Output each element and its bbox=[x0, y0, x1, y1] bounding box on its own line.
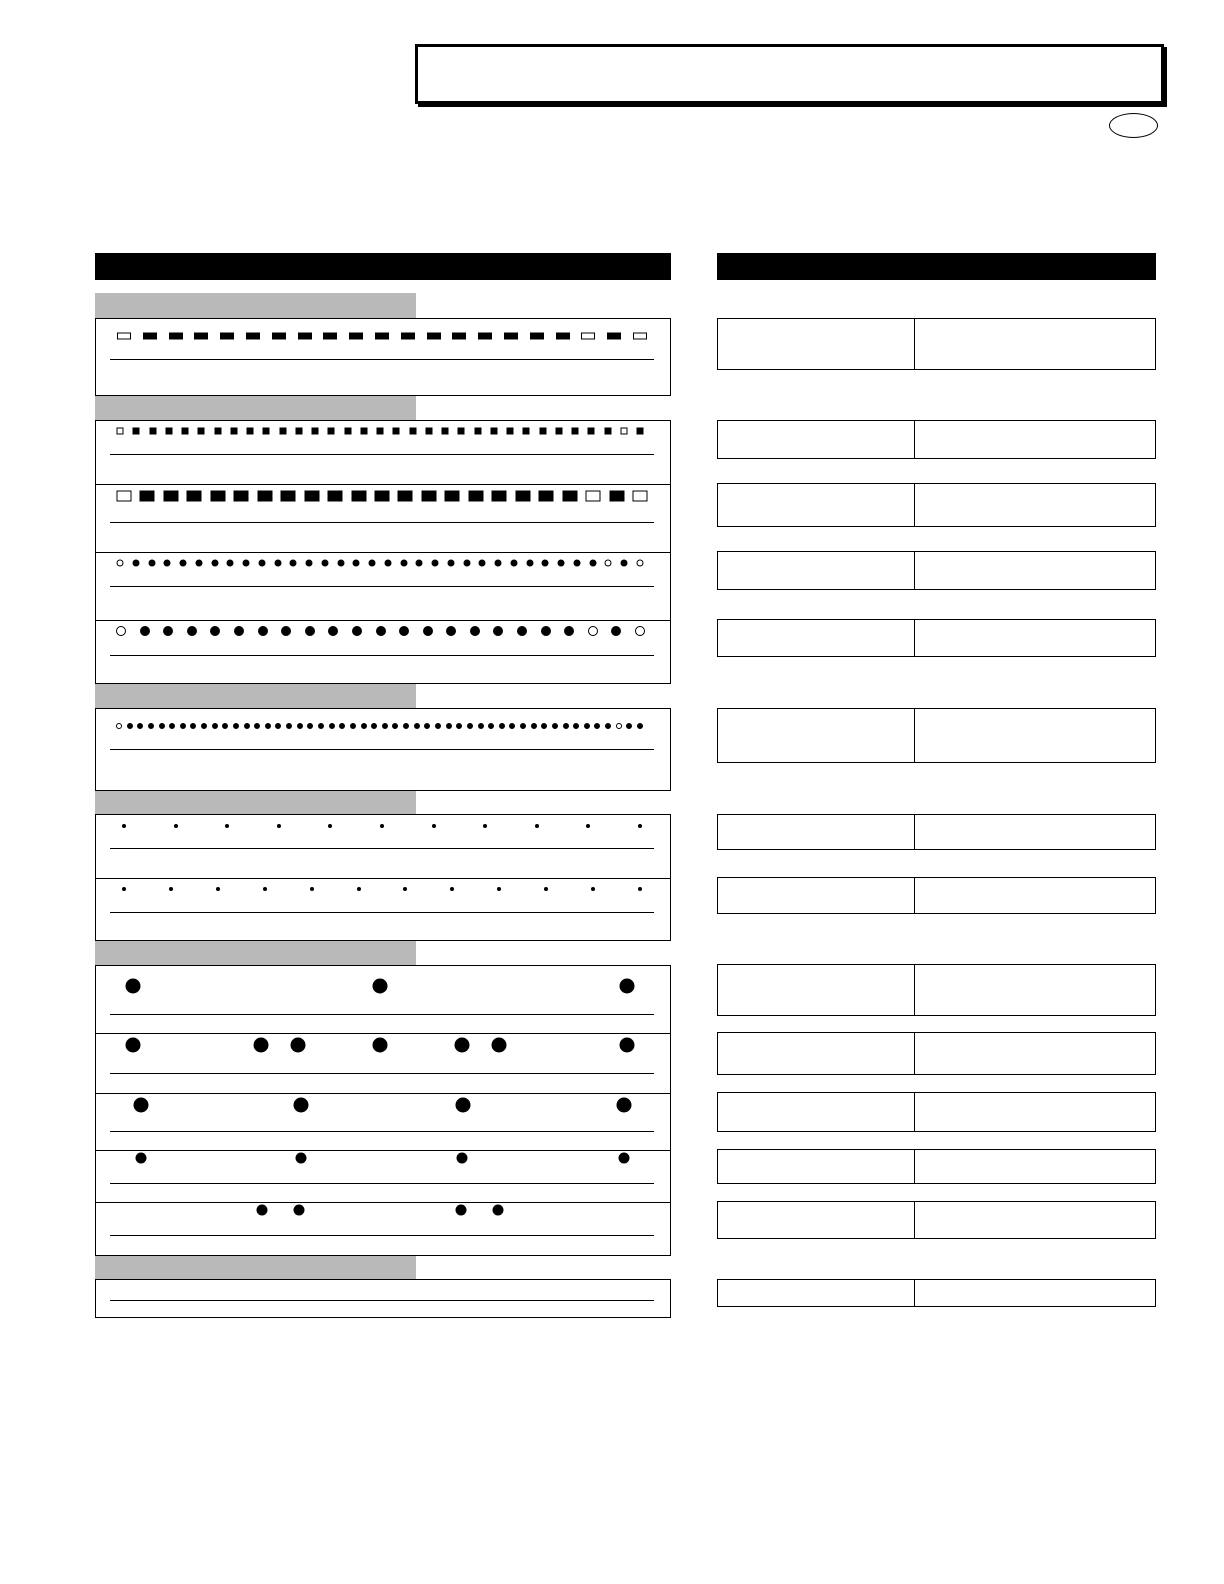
dot-marker bbox=[531, 723, 537, 729]
group-panel bbox=[95, 965, 671, 1256]
square-marker bbox=[328, 491, 343, 502]
dot-marker bbox=[605, 560, 612, 567]
square-marker bbox=[530, 333, 544, 340]
dot-marker bbox=[126, 979, 141, 994]
square-marker bbox=[304, 491, 319, 502]
row-separator bbox=[96, 1093, 670, 1094]
dot-marker bbox=[258, 626, 268, 636]
dot-marker bbox=[499, 723, 505, 729]
dot-marker bbox=[564, 626, 574, 636]
group-tab bbox=[95, 1256, 416, 1279]
square-marker bbox=[328, 428, 335, 435]
square-marker bbox=[377, 428, 384, 435]
square-marker bbox=[588, 428, 595, 435]
dot-marker bbox=[216, 887, 220, 891]
value-box[interactable] bbox=[717, 619, 1156, 657]
dot-marker bbox=[291, 1038, 306, 1053]
group-tab bbox=[95, 293, 416, 318]
row-separator bbox=[96, 1150, 670, 1151]
dot-marker bbox=[638, 887, 642, 891]
dot-marker bbox=[558, 560, 565, 567]
dot-marker bbox=[122, 824, 126, 828]
row-separator bbox=[96, 878, 670, 879]
dot-marker bbox=[164, 560, 171, 567]
dot-marker bbox=[637, 560, 644, 567]
square-marker bbox=[539, 491, 554, 502]
dot-marker bbox=[403, 723, 409, 729]
square-marker bbox=[556, 333, 570, 340]
dot-marker bbox=[227, 560, 234, 567]
dot-marker bbox=[263, 887, 267, 891]
dot-marker bbox=[318, 723, 324, 729]
row-separator bbox=[96, 1033, 670, 1034]
dot-marker bbox=[233, 723, 239, 729]
square-marker bbox=[492, 491, 507, 502]
dot-marker bbox=[275, 723, 281, 729]
dot-marker bbox=[337, 560, 344, 567]
square-marker bbox=[633, 491, 648, 502]
dot-marker bbox=[432, 824, 436, 828]
dot-marker bbox=[210, 626, 220, 636]
dot-marker bbox=[243, 560, 250, 567]
dot-marker bbox=[535, 824, 539, 828]
dot-marker bbox=[307, 723, 313, 729]
dot-marker bbox=[619, 1153, 630, 1164]
value-box[interactable] bbox=[717, 964, 1156, 1016]
dot-marker bbox=[446, 723, 452, 729]
dot-marker bbox=[380, 824, 384, 828]
square-marker bbox=[149, 428, 156, 435]
square-marker bbox=[140, 491, 155, 502]
dot-marker bbox=[328, 824, 332, 828]
dot-marker bbox=[258, 560, 265, 567]
dot-marker bbox=[479, 560, 486, 567]
square-marker bbox=[133, 428, 140, 435]
dot-marker bbox=[626, 723, 632, 729]
square-marker bbox=[163, 491, 178, 502]
dot-marker bbox=[225, 824, 229, 828]
dot-marker bbox=[297, 723, 303, 729]
dot-marker bbox=[509, 723, 515, 729]
dot-marker bbox=[353, 560, 360, 567]
dot-marker bbox=[456, 1098, 471, 1113]
square-marker bbox=[323, 333, 337, 340]
dot-marker bbox=[274, 560, 281, 567]
dot-marker bbox=[281, 626, 291, 636]
dot-marker bbox=[163, 626, 173, 636]
dot-marker bbox=[357, 887, 361, 891]
square-marker bbox=[562, 491, 577, 502]
dot-marker bbox=[126, 1038, 141, 1053]
square-marker bbox=[246, 333, 260, 340]
dot-marker bbox=[369, 560, 376, 567]
dot-marker bbox=[254, 723, 260, 729]
dot-marker bbox=[382, 723, 388, 729]
dot-marker bbox=[127, 723, 133, 729]
dot-marker bbox=[371, 723, 377, 729]
dot-marker bbox=[435, 723, 441, 729]
dot-marker bbox=[265, 723, 271, 729]
dot-marker bbox=[616, 723, 622, 729]
dot-marker bbox=[294, 1205, 305, 1216]
dot-marker bbox=[310, 887, 314, 891]
group-panel bbox=[95, 420, 671, 684]
dot-marker bbox=[195, 560, 202, 567]
square-marker bbox=[445, 491, 460, 502]
dot-marker bbox=[400, 560, 407, 567]
dot-marker bbox=[456, 723, 462, 729]
dot-marker bbox=[234, 626, 244, 636]
dot-marker bbox=[132, 560, 139, 567]
group-panel bbox=[95, 318, 671, 396]
dot-marker bbox=[134, 1098, 149, 1113]
dot-marker bbox=[148, 560, 155, 567]
row-separator bbox=[96, 1202, 670, 1203]
dot-marker bbox=[488, 723, 494, 729]
dot-marker bbox=[290, 560, 297, 567]
entry-line bbox=[110, 454, 654, 455]
square-marker bbox=[474, 428, 481, 435]
square-marker bbox=[458, 428, 465, 435]
value-box[interactable] bbox=[717, 318, 1156, 370]
dot-marker bbox=[222, 723, 228, 729]
dot-marker bbox=[589, 560, 596, 567]
title-box bbox=[415, 44, 1164, 104]
square-marker bbox=[609, 491, 624, 502]
square-marker bbox=[214, 428, 221, 435]
dot-marker bbox=[286, 723, 292, 729]
dot-marker bbox=[638, 824, 642, 828]
dot-marker bbox=[169, 723, 175, 729]
square-marker bbox=[220, 333, 234, 340]
square-marker bbox=[398, 491, 413, 502]
dot-marker bbox=[305, 626, 315, 636]
square-marker bbox=[620, 428, 627, 435]
value-box[interactable] bbox=[717, 1032, 1156, 1075]
entry-line bbox=[110, 359, 654, 360]
square-marker bbox=[344, 428, 351, 435]
square-marker bbox=[421, 491, 436, 502]
dot-marker bbox=[339, 723, 345, 729]
dot-marker bbox=[414, 723, 420, 729]
entry-line bbox=[110, 1131, 654, 1132]
dot-marker bbox=[621, 560, 628, 567]
dot-marker bbox=[277, 824, 281, 828]
square-marker bbox=[375, 333, 389, 340]
entry-line bbox=[110, 586, 654, 587]
dot-marker bbox=[611, 626, 621, 636]
square-marker bbox=[555, 428, 562, 435]
entry-line bbox=[110, 848, 654, 849]
dot-marker bbox=[254, 1038, 269, 1053]
dot-marker bbox=[520, 723, 526, 729]
dot-marker bbox=[586, 824, 590, 828]
left-column-header bbox=[95, 253, 671, 280]
square-marker bbox=[375, 491, 390, 502]
dot-marker bbox=[399, 626, 409, 636]
square-marker bbox=[194, 333, 208, 340]
dot-marker bbox=[122, 887, 126, 891]
dot-marker bbox=[190, 723, 196, 729]
dot-marker bbox=[187, 626, 197, 636]
dot-marker bbox=[497, 887, 501, 891]
dot-marker bbox=[373, 1038, 388, 1053]
dot-marker bbox=[392, 723, 398, 729]
square-marker bbox=[468, 491, 483, 502]
group-tab bbox=[95, 396, 416, 420]
dot-marker bbox=[373, 979, 388, 994]
dot-marker bbox=[296, 1153, 307, 1164]
dot-marker bbox=[403, 887, 407, 891]
square-marker bbox=[257, 491, 272, 502]
value-box[interactable] bbox=[717, 708, 1156, 763]
square-marker bbox=[198, 428, 205, 435]
square-marker bbox=[230, 428, 237, 435]
dot-marker bbox=[361, 723, 367, 729]
dot-marker bbox=[212, 723, 218, 729]
square-marker bbox=[515, 491, 530, 502]
square-marker bbox=[360, 428, 367, 435]
dot-marker bbox=[447, 560, 454, 567]
value-box[interactable] bbox=[717, 814, 1156, 850]
entry-line bbox=[110, 655, 654, 656]
group-tab bbox=[95, 791, 416, 814]
dot-marker bbox=[148, 723, 154, 729]
dot-marker bbox=[116, 626, 126, 636]
square-marker bbox=[312, 428, 319, 435]
square-marker bbox=[425, 428, 432, 435]
square-marker bbox=[295, 428, 302, 435]
square-marker bbox=[298, 333, 312, 340]
dot-marker bbox=[493, 1205, 504, 1216]
dot-marker bbox=[117, 560, 124, 567]
dot-marker bbox=[306, 560, 313, 567]
square-marker bbox=[117, 491, 132, 502]
dot-marker bbox=[552, 723, 558, 729]
square-marker bbox=[393, 428, 400, 435]
dot-marker bbox=[174, 824, 178, 828]
dot-marker bbox=[180, 560, 187, 567]
entry-line bbox=[110, 522, 654, 523]
square-marker bbox=[281, 491, 296, 502]
entry-line bbox=[110, 1073, 654, 1074]
square-marker bbox=[143, 333, 157, 340]
square-marker bbox=[490, 428, 497, 435]
square-marker bbox=[349, 333, 363, 340]
value-box[interactable] bbox=[717, 420, 1156, 459]
dot-marker bbox=[584, 723, 590, 729]
dot-marker bbox=[517, 626, 527, 636]
value-box[interactable] bbox=[717, 877, 1156, 914]
dot-marker bbox=[321, 560, 328, 567]
row-separator bbox=[96, 552, 670, 553]
square-marker bbox=[210, 491, 225, 502]
dot-marker bbox=[423, 626, 433, 636]
dot-marker bbox=[542, 560, 549, 567]
dot-marker bbox=[591, 887, 595, 891]
square-marker bbox=[165, 428, 172, 435]
row-separator bbox=[96, 484, 670, 485]
dot-marker bbox=[416, 560, 423, 567]
square-marker bbox=[351, 491, 366, 502]
dot-marker bbox=[159, 723, 165, 729]
dot-marker bbox=[328, 626, 338, 636]
square-marker bbox=[117, 333, 131, 340]
dot-marker bbox=[605, 723, 611, 729]
dot-marker bbox=[455, 1038, 470, 1053]
square-marker bbox=[452, 333, 466, 340]
dot-marker bbox=[457, 1153, 468, 1164]
dot-marker bbox=[467, 723, 473, 729]
square-marker bbox=[586, 491, 601, 502]
value-box[interactable] bbox=[717, 1149, 1156, 1184]
square-marker bbox=[633, 333, 647, 340]
dot-marker bbox=[137, 723, 143, 729]
value-box[interactable] bbox=[717, 483, 1156, 527]
group-panel bbox=[95, 708, 671, 791]
square-marker bbox=[409, 428, 416, 435]
square-marker bbox=[607, 333, 621, 340]
square-marker bbox=[272, 333, 286, 340]
value-box[interactable] bbox=[717, 551, 1156, 590]
dot-marker bbox=[384, 560, 391, 567]
dot-marker bbox=[424, 723, 430, 729]
oval-badge bbox=[1109, 113, 1158, 138]
square-marker bbox=[182, 428, 189, 435]
square-marker bbox=[263, 428, 270, 435]
square-marker bbox=[442, 428, 449, 435]
square-marker bbox=[247, 428, 254, 435]
square-marker bbox=[637, 428, 644, 435]
dot-marker bbox=[620, 1038, 635, 1053]
dot-marker bbox=[456, 1205, 467, 1216]
dot-marker bbox=[493, 626, 503, 636]
dot-marker bbox=[478, 723, 484, 729]
dot-marker bbox=[510, 560, 517, 567]
square-marker bbox=[401, 333, 415, 340]
dot-marker bbox=[446, 626, 456, 636]
square-marker bbox=[169, 333, 183, 340]
dot-marker bbox=[541, 626, 551, 636]
dot-marker bbox=[244, 723, 250, 729]
entry-line bbox=[110, 1183, 654, 1184]
dot-marker bbox=[432, 560, 439, 567]
square-marker bbox=[581, 333, 595, 340]
dot-marker bbox=[376, 626, 386, 636]
dot-marker bbox=[211, 560, 218, 567]
dot-marker bbox=[201, 723, 207, 729]
group-tab bbox=[95, 684, 416, 708]
dot-marker bbox=[563, 723, 569, 729]
square-marker bbox=[279, 428, 286, 435]
dot-marker bbox=[573, 723, 579, 729]
dot-marker bbox=[635, 626, 645, 636]
row-separator bbox=[96, 620, 670, 621]
square-marker bbox=[427, 333, 441, 340]
dot-marker bbox=[350, 723, 356, 729]
dot-marker bbox=[470, 626, 480, 636]
dot-marker bbox=[483, 824, 487, 828]
dot-marker bbox=[544, 887, 548, 891]
square-marker bbox=[539, 428, 546, 435]
square-marker bbox=[234, 491, 249, 502]
dot-marker bbox=[136, 1153, 147, 1164]
entry-line bbox=[110, 1235, 654, 1236]
square-marker bbox=[572, 428, 579, 435]
dot-marker bbox=[541, 723, 547, 729]
dot-marker bbox=[352, 626, 362, 636]
dot-marker bbox=[594, 723, 600, 729]
group-panel bbox=[95, 1279, 671, 1318]
entry-line bbox=[110, 1300, 654, 1301]
dot-marker bbox=[294, 1098, 309, 1113]
square-marker bbox=[523, 428, 530, 435]
dot-marker bbox=[637, 723, 643, 729]
dot-marker bbox=[329, 723, 335, 729]
square-marker bbox=[507, 428, 514, 435]
value-box[interactable] bbox=[717, 1279, 1156, 1307]
square-marker bbox=[117, 428, 124, 435]
square-marker bbox=[478, 333, 492, 340]
dot-marker bbox=[180, 723, 186, 729]
entry-line bbox=[110, 912, 654, 913]
value-box[interactable] bbox=[717, 1201, 1156, 1239]
entry-line bbox=[110, 749, 654, 750]
square-marker bbox=[504, 333, 518, 340]
group-tab bbox=[95, 941, 416, 965]
dot-marker bbox=[588, 626, 598, 636]
group-panel bbox=[95, 814, 671, 941]
dot-marker bbox=[450, 887, 454, 891]
right-column-header bbox=[717, 253, 1156, 280]
dot-marker bbox=[526, 560, 533, 567]
square-marker bbox=[604, 428, 611, 435]
dot-marker bbox=[116, 723, 122, 729]
dot-marker bbox=[620, 979, 635, 994]
dot-marker bbox=[492, 1038, 507, 1053]
dot-marker bbox=[617, 1098, 632, 1113]
dot-marker bbox=[495, 560, 502, 567]
dot-marker bbox=[140, 626, 150, 636]
dot-marker bbox=[463, 560, 470, 567]
square-marker bbox=[187, 491, 202, 502]
dot-marker bbox=[573, 560, 580, 567]
value-box[interactable] bbox=[717, 1092, 1156, 1132]
dot-marker bbox=[169, 887, 173, 891]
dot-marker bbox=[257, 1205, 268, 1216]
entry-line bbox=[110, 1014, 654, 1015]
